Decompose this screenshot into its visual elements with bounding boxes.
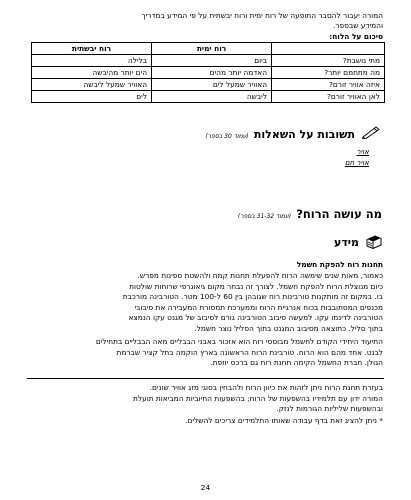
answer-1: אויר: [356, 147, 369, 156]
table-header-cell: רוח ימית: [152, 43, 272, 55]
table-cell: לים: [32, 91, 152, 103]
section-title: מה עושה הרוח?: [296, 207, 382, 221]
paragraph-line: המורה ידון עם תלמידיו בהשפעות של הרוח; בהשפעות החיוביות המביאות תועלת: [133, 393, 383, 403]
info-subtitle: תחנות רוח להפקת חשמל: [296, 260, 383, 269]
table-row: [32, 91, 385, 103]
table-cell: האדמה יותר מהים: [152, 67, 272, 79]
table-cell: הים יותר מהיבשה: [32, 67, 152, 79]
answers-title: תשובות על השאלות: [253, 128, 355, 141]
book-icon: [365, 234, 383, 250]
table-cell: האוויר שמעל ליבשה: [32, 79, 152, 91]
table-cell: מתי נושבת?: [272, 55, 385, 67]
table-header-cell: [272, 43, 385, 55]
answers-heading: [205, 123, 355, 142]
table-row: [32, 67, 385, 79]
paragraph-line: לבנט. אחד מהם הוא הרוח. טורבינת הרוח הראשונה בארץ הוקמה בתל קציר שברמת: [116, 347, 383, 357]
paragraph-line: בו. במקום זה מותקנות טורבינות רוח שגובהן בין 60 ל-100 מטר. הטורבינה מורכבת: [122, 292, 383, 302]
table-cell: ביום: [152, 55, 272, 67]
paragraph-line: בתוך סליל. כתוצאה מסיבוב המגנט בתוך הסליל נוצר חשמל.: [194, 323, 383, 333]
info-paragraph-3: [25, 383, 383, 415]
table-cell: איזה אוויר זורם?: [272, 79, 385, 91]
divider-line: [27, 378, 384, 379]
info-paragraph-1: [25, 271, 383, 335]
table-cell: בלילה: [32, 55, 152, 67]
paragraph-line: בעזרת תחנת הרוח ניתן לזהות את כיוון הרוח ולהבחין בסוגי מזג אוויר שונים.: [149, 383, 383, 392]
section-heading: [238, 203, 382, 222]
table-cell: האוויר שמעל לים: [152, 79, 272, 91]
summary-title: סיכום על הלוח:: [329, 32, 383, 41]
paragraph-line: הגולן. חברת החשמל הקימה תחנת רוח גם ברכס יוזפת.: [210, 358, 383, 368]
page-number: 24: [200, 483, 211, 492]
section-page-note: (עמוד 31-32 בספר): [237, 213, 292, 220]
answers-page-note: (עמוד 30 בספר): [205, 133, 249, 140]
paragraph-line: התיעוד היחידי הקודם לחשמל מבוססי רוח הוא אזכור באבני הבבליים מאה הבבליים בתחילים: [95, 337, 383, 346]
paragraph-line: הטורבינה לדינמו עקו. למעשה סיבוב הטורבינה גורם לסיבוב של מגנט עקו הנמצא: [128, 313, 383, 323]
table-header-row: [32, 43, 385, 55]
pencil-icon: [361, 124, 381, 138]
table-row: [32, 55, 385, 67]
table-cell: לאן האוויר זורם?: [272, 91, 385, 103]
table-cell: מה מתחמם יותר?: [272, 67, 385, 79]
info-paragraph-2: [25, 337, 383, 369]
intro-line-2: והמידע שבספר.: [333, 21, 383, 30]
table-row: [32, 79, 385, 91]
table-header-cell: רוח יבשתית: [32, 43, 152, 55]
info-label: מידע: [334, 236, 359, 249]
paragraph-line: ובהשפעות שליליות הגורמות לנזק.: [276, 404, 383, 414]
table-cell: ליבשה: [152, 91, 272, 103]
paragraph-line: מכנפים המסתובבות בכוח אנרגיית הרוח וממערכת תמסורת המעבירה את סיבובי: [134, 302, 383, 312]
paragraph-line: כאמור, מאות שנים שימשה הרוח להפעלת תחנות קמח ולהשטת ספינות מפרש.: [137, 271, 383, 280]
info-note: * ניתן להציג זאת בדף עבודה שאותו התלמידים צריכים להשלים.: [185, 416, 383, 425]
paragraph-line: כיום מנוצלת הרוח להפקת חשמל. לצורך זה נבחר מקום גיאוגרפי שרוחות שולטות: [129, 281, 383, 291]
answer-2: אויר חם: [344, 158, 369, 167]
summary-table: [31, 42, 385, 103]
intro-line-1: המורה יעבור להסבר התופעה של רוח ימית ורוח יבשתית על פי המידע במדריך: [141, 11, 383, 20]
